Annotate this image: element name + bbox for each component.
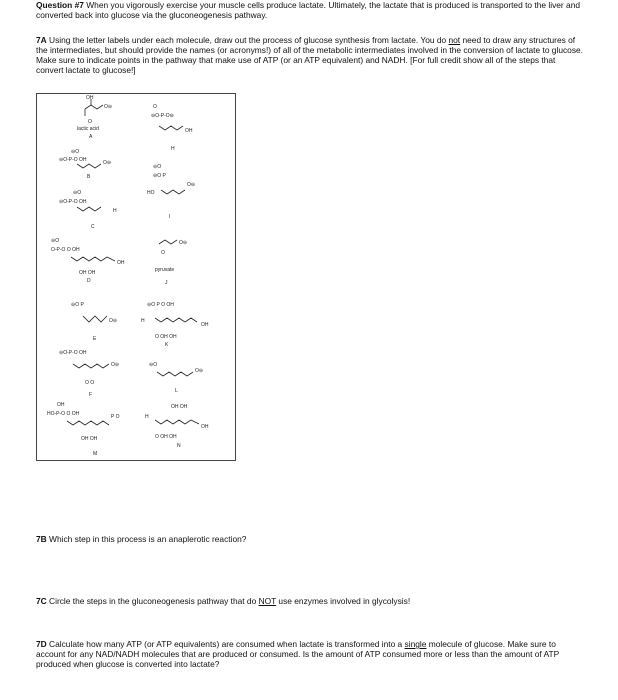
q7a-text-2: need to draw any structures of the intermediates, but should provide the names (or acronyms!) of all of the metabolic intermediates involved in the conversion of lactate to glucose. Make sure to indicate points in the pathway that make use of ATP (or an ATP equivalent) and NADH. [For full credit show all of the steps that convert lactate to glucose!] xyxy=(36,35,583,75)
molecule-k-letter: K xyxy=(165,342,169,348)
molecule-n-letter: N xyxy=(177,443,181,449)
svg-text:⊖O: ⊖O xyxy=(51,238,60,244)
svg-text:OH OH: OH OH xyxy=(171,404,188,410)
molecule-m xyxy=(47,402,120,457)
molecule-f-letter: F xyxy=(89,392,93,398)
molecule-f xyxy=(59,350,119,398)
svg-text:⊖O P: ⊖O P xyxy=(153,173,166,179)
question-7d xyxy=(36,639,584,669)
q7c-text-2: use enzymes involved in glycolysis! xyxy=(276,596,411,606)
molecule-m-letter: M xyxy=(93,451,98,457)
svg-text:⊖O-P-O OH: ⊖O-P-O OH xyxy=(59,350,87,356)
svg-text:⊖O: ⊖O xyxy=(153,164,162,170)
svg-text:⊖O: ⊖O xyxy=(149,362,158,368)
svg-text:OH: OH xyxy=(57,402,65,408)
svg-text:O⊖: O⊖ xyxy=(195,368,204,374)
svg-text:⊖O P: ⊖O P xyxy=(71,302,84,308)
svg-text:O⊖: O⊖ xyxy=(104,104,113,110)
molecule-a-letter: A xyxy=(89,134,93,140)
svg-text:OH: OH xyxy=(117,260,125,266)
molecule-k xyxy=(141,302,209,348)
svg-text:O⊖: O⊖ xyxy=(187,182,196,188)
molecule-j-name: pyruvate xyxy=(155,267,175,273)
molecule-h xyxy=(151,104,193,152)
svg-text:O-P-O O OH: O-P-O O OH xyxy=(51,247,80,253)
question-intro xyxy=(36,0,584,20)
question-intro-text: When you vigorously exercise your muscle cells produce lactate. Ultimately, the lactate that is produced is transported to the liver and converted back into glucose via the gluconeogenesis pathway. xyxy=(36,0,581,20)
q7b-text: Which step in this process is an anaplerotic reaction? xyxy=(49,534,247,544)
svg-text:OH: OH xyxy=(86,95,94,101)
molecule-e xyxy=(71,302,117,342)
svg-text:⊖O: ⊖O xyxy=(73,190,82,196)
svg-text:⊖O-P-O⊖: ⊖O-P-O⊖ xyxy=(151,113,174,119)
q7c-label: 7C xyxy=(36,596,47,606)
q7a-emphasis: not xyxy=(448,35,461,45)
svg-text:OH: OH xyxy=(185,128,193,134)
molecule-d-letter: D xyxy=(87,278,91,284)
svg-text:P O: P O xyxy=(111,414,120,420)
question-7b xyxy=(36,534,584,544)
svg-text:O⊖: O⊖ xyxy=(103,160,112,166)
svg-text:O⊖: O⊖ xyxy=(111,362,120,368)
svg-text:OH: OH xyxy=(201,322,209,328)
svg-text:⊖O-P-O OH: ⊖O-P-O OH xyxy=(59,199,87,205)
molecule-a-name: lactic acid xyxy=(77,126,99,132)
svg-text:⊖O-P-O OH: ⊖O-P-O OH xyxy=(59,157,87,163)
molecule-i-letter: I xyxy=(169,214,171,220)
q7c-emphasis: NOT xyxy=(258,596,277,606)
svg-text:O⊖: O⊖ xyxy=(179,240,188,246)
q7c-text-1: Circle the steps in the gluconeogenesis pathway that do xyxy=(49,596,259,606)
molecule-a xyxy=(77,95,112,140)
q7a-label: 7A xyxy=(36,35,47,45)
svg-text:⊖O: ⊖O xyxy=(71,149,80,155)
svg-text:OH: OH xyxy=(201,424,209,430)
q7d-label: 7D xyxy=(36,639,47,649)
molecule-n xyxy=(145,404,209,449)
q7d-emphasis: single xyxy=(404,639,427,649)
molecule-c xyxy=(59,190,117,230)
svg-text:H: H xyxy=(113,208,117,214)
molecule-d xyxy=(51,238,125,284)
molecule-structures-svg xyxy=(37,94,237,462)
svg-text:⊖O P O OH: ⊖O P O OH xyxy=(147,302,174,308)
svg-text:O O: O O xyxy=(85,380,95,386)
svg-text:O: O xyxy=(153,104,157,110)
question-7c xyxy=(36,596,584,606)
question-number: Question #7 xyxy=(36,0,84,10)
molecule-j xyxy=(155,240,187,286)
molecule-b xyxy=(59,149,111,180)
molecule-l-letter: L xyxy=(175,388,178,394)
molecule-c-letter: C xyxy=(91,224,95,230)
q7a-text-1: Using the letter labels under each molecule, draw out the process of glucose synthesis from lactate. You do xyxy=(49,35,449,45)
q7b-label: 7B xyxy=(36,534,47,544)
molecule-figure xyxy=(36,93,236,461)
svg-text:O: O xyxy=(88,119,92,125)
molecule-l xyxy=(149,362,203,394)
molecule-b-letter: B xyxy=(87,174,91,180)
q7d-text-1: Calculate how many ATP (or ATP equivalents) are consumed when lactate is transformed into a xyxy=(49,639,405,649)
svg-text:O: O xyxy=(161,250,165,256)
svg-text:HO: HO xyxy=(147,190,155,196)
svg-text:O OH OH: O OH OH xyxy=(155,434,177,440)
molecule-j-letter: J xyxy=(165,280,168,286)
svg-text:H: H xyxy=(145,414,149,420)
svg-text:H: H xyxy=(141,318,145,324)
molecule-h-letter: H xyxy=(171,146,175,152)
svg-text:OH OH: OH OH xyxy=(79,270,96,276)
svg-text:O⊖: O⊖ xyxy=(109,318,118,324)
svg-text:HO-P-O O OH: HO-P-O O OH xyxy=(47,411,80,417)
q7d-text-2: molecule of glucose. Make sure to account for any NAD/NADH molecules that are produced or consumed. Is the amount of ATP consumed more or less than the amount of ATP produced when glucose is converted into lactate? xyxy=(36,639,560,669)
molecule-i xyxy=(147,164,195,220)
question-7a xyxy=(36,35,584,75)
svg-text:E: E xyxy=(93,336,97,342)
svg-text:O OH OH: O OH OH xyxy=(155,334,177,340)
svg-text:OH OH: OH OH xyxy=(81,436,98,442)
